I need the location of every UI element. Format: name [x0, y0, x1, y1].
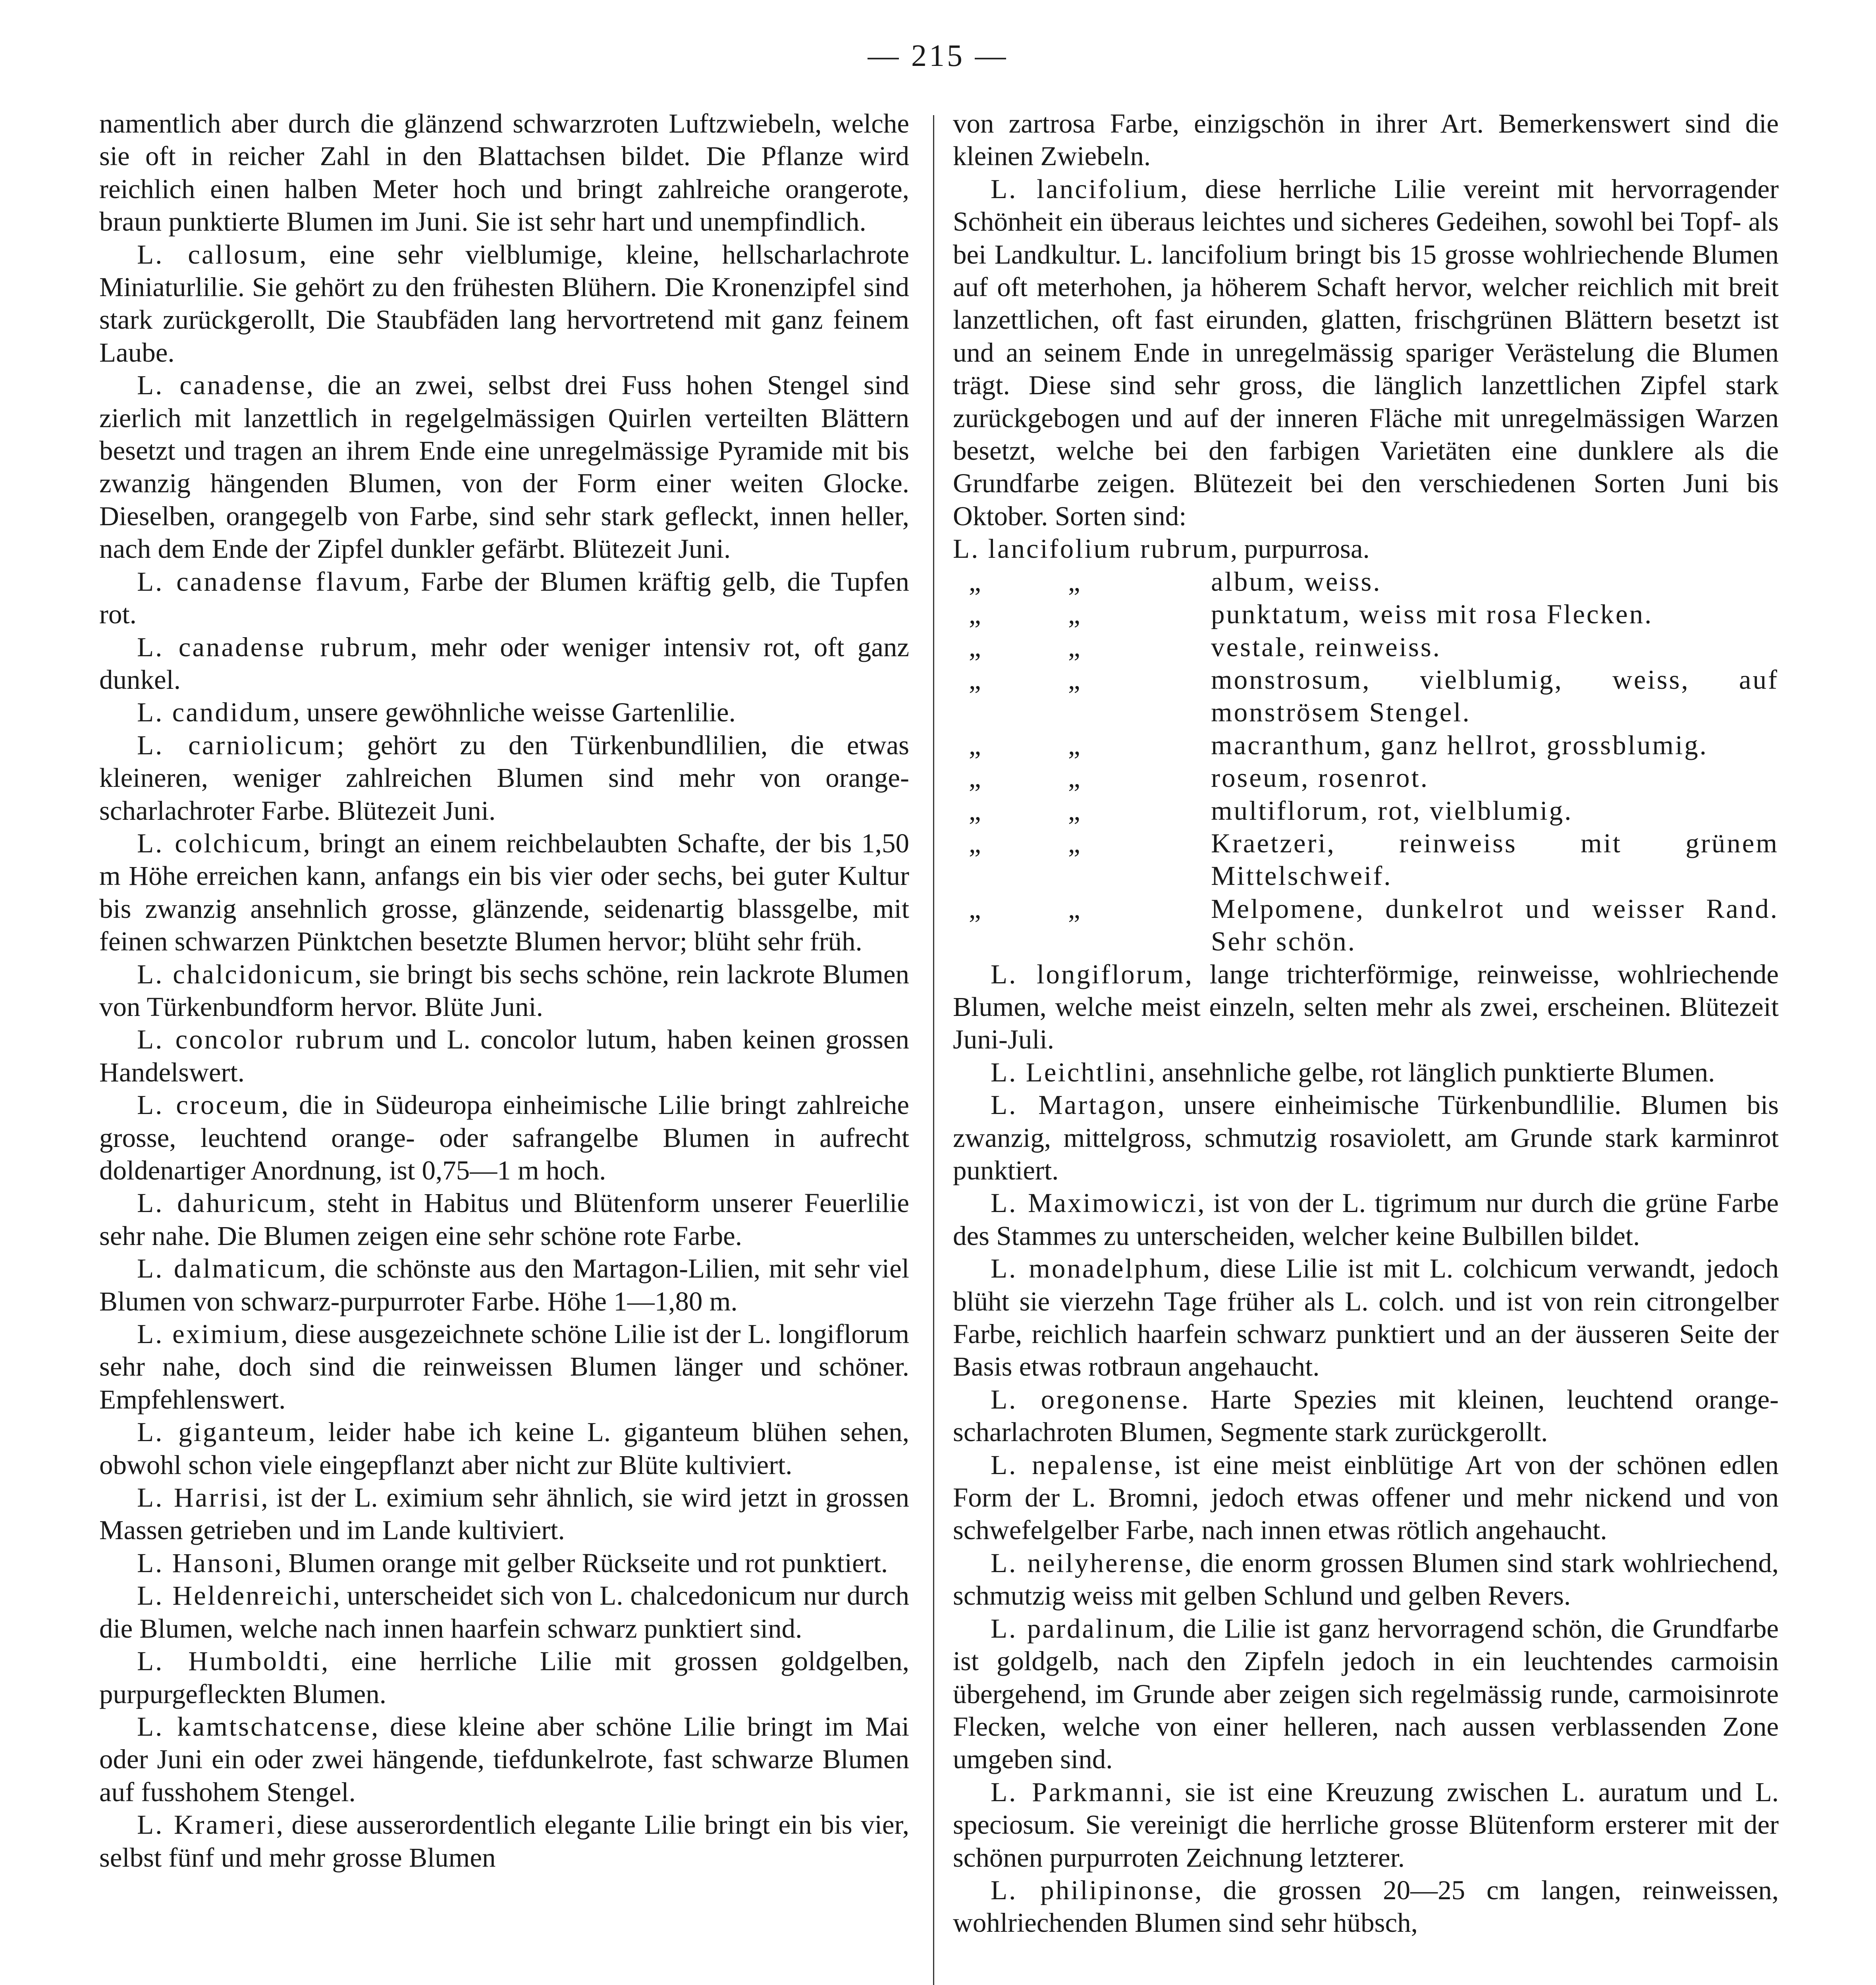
species-name: L. dalmaticum	[137, 1253, 319, 1284]
variety-item	[953, 827, 1779, 892]
species-name: L. Hansoni	[137, 1548, 275, 1578]
ditto-mark: „	[1068, 730, 1080, 760]
entry-text: , die schönste aus den Martagon-Lilien, mit sehr viel Blumen von schwarz-purpurroter Farbe. Höhe 1—1,80 m.	[99, 1253, 909, 1316]
entry-text: , unterscheidet sich von L. chalcedonicum nur durch die Blumen, welche nach innen haarfein schwarz punktiert sind.	[99, 1580, 910, 1644]
entry-text: , mehr oder weniger intensiv rot, oft ganz dunkel.	[99, 632, 909, 695]
lily-entry	[99, 1416, 909, 1481]
entry-text: und L. concolor lutum, haben keinen grossen Handelswert.	[99, 1024, 909, 1087]
species-name: L. monadelphum	[991, 1253, 1203, 1284]
entry-text: , diese herrliche Lilie vereint mit hervorragender Schönheit ein überaus leichtes und sicheres Gedeihen, sowohl bei Topf- als bei Landkultur. L. lancifolium bringt bis 15 grosse wohlriechende Blumen auf oft meterhohen, ja höherem Schaft hervor, welcher reichlich mit breit lanzettlichen, oft fast eirunden, glatten, frischgrünen Blättern besetzt ist und an seinem Ende in unregelmässig spariger Verästelung die Blumen trägt. Diese sind sehr gross, die länglich lanzettlichen Zipfel stark zurückgebogen und auf der inneren Fläche mit unregelmässigen Warzen besetzt, welche bei den farbigen Varietäten eine dunklere als die Grundfarbe zeigen. Blütezeit bei den verschiedenen Sorten Juni bis Oktober. Sorten sind:	[953, 173, 1779, 531]
lily-entry	[953, 1187, 1779, 1252]
species-name: L. Leichtlini	[991, 1057, 1148, 1087]
lily-entry	[99, 1089, 909, 1187]
lily-entry	[99, 1252, 909, 1318]
lily-entry	[953, 1612, 1779, 1776]
species-name: L. canadense flavum	[137, 566, 403, 597]
lily-entry	[953, 1056, 1779, 1089]
ditto-mark: „	[969, 763, 981, 793]
lily-entry	[953, 1449, 1779, 1547]
variety-description: vestale, reinweiss.	[1211, 632, 1441, 662]
ditto-mark: „	[969, 664, 981, 695]
entry-text: , unsere einheimische Türkenbundlilie. Blumen bis zwanzig, mittelgross, schmutzig rosaviolett, am Grunde stark karminrot punktiert.	[953, 1090, 1779, 1185]
variety-item	[953, 598, 1779, 630]
species-name: L. giganteum	[137, 1417, 308, 1447]
variety-item	[953, 631, 1779, 663]
species-name: L. colchicum	[137, 828, 303, 858]
entry-text: , lange trichterförmige, reinweisse, wohlriechende Blumen, welche meist einzeln, selten mehr als zwei, erscheinen. Blütezeit Juni-Juli.	[953, 959, 1779, 1055]
variety-item	[953, 565, 1779, 598]
entry-text: von zartrosa Farbe, einzigschön in ihrer Art. Bemerkenswert sind die kleinen Zwiebeln.	[953, 108, 1779, 172]
variety-description: album, weiss.	[1211, 566, 1382, 597]
entry-text: . Harte Spezies mit kleinen, leuchtend orange-scharlachroten Blumen, Segmente stark zurückgerollt.	[953, 1384, 1779, 1447]
lily-entry	[953, 532, 1779, 565]
entry-text: , die an zwei, selbst drei Fuss hohen Stengel sind zierlich mit lanzettlich in regelgelmässigen Quirlen verteilten Blättern besetzt und tragen an ihrem Ende eine unregelmässige Pyramide mit bis zwanzig hängenden Blumen, von der Form einer weiten Glocke. Dieselben, orangegelb von Farbe, sind sehr stark gefleckt, innen heller, nach dem Ende der Zipfel dunkler gefärbt. Blütezeit Juni.	[99, 370, 909, 564]
species-name: L. chalcidonicum	[137, 959, 355, 989]
entry-text: , diese kleine aber schöne Lilie bringt im Mai oder Juni ein oder zwei hängende, tiefdunkelrote, fast schwarze Blumen auf fusshohem Stengel.	[99, 1711, 909, 1807]
entry-text: ; gehört zu den Türkenbundlilien, die etwas kleineren, weniger zahlreichen Blumen sind mehr von orange-scharlachroter Farbe. Blütezeit Juni.	[99, 730, 910, 826]
variety-description: punktatum, weiss mit rosa Flecken.	[1211, 599, 1653, 630]
ditto-marks	[953, 565, 1211, 598]
ditto-mark: „	[1068, 828, 1080, 858]
lily-entry	[99, 565, 909, 631]
ditto-marks	[953, 892, 1211, 925]
ditto-mark: „	[969, 599, 981, 630]
entry-text: namentlich aber durch die glänzend schwarzroten Luftzwiebeln, welche sie oft in reicher Zahl in den Blattachsen bildet. Die Pflanze wird reichlich einen halben Meter hoch und bringt zahlreiche orangerote, braun punktierte Blumen im Juni. Sie ist sehr hart und unempfindlich.	[99, 108, 909, 237]
entry-text: , bringt an einem reichbelaubten Schafte, der bis 1,50 m Höhe erreichen kann, anfangs ein bis vier oder sechs, bei guter Kultur bis zwanzig ansehnlich grosse, glänzende, seidenartig blassgelbe, mit feinen schwarzen Pünktchen besetzte Blumen hervor; blüht sehr früh.	[99, 828, 909, 957]
species-name: L. nepalense	[991, 1449, 1155, 1480]
lily-entry	[99, 631, 909, 696]
variety-item	[953, 761, 1779, 794]
lily-entry	[953, 1874, 1779, 1939]
entry-text: , ansehnliche gelbe, rot länglich punktierte Blumen.	[1148, 1057, 1715, 1087]
lily-entry	[953, 1089, 1779, 1187]
lily-entry	[99, 1318, 909, 1416]
ditto-marks	[953, 794, 1211, 827]
ditto-mark: „	[1068, 599, 1080, 630]
entry-text: , diese ausserordentlich elegante Lilie bringt ein bis vier, selbst fünf und mehr grosse Blumen	[99, 1810, 909, 1873]
variety-item	[953, 729, 1779, 761]
entry-text: , sie bringt bis sechs schöne, rein lackrote Blumen von Türkenbundform hervor. Blüte Juni.	[99, 959, 909, 1022]
entry-text: , eine sehr vielblumige, kleine, hellscharlachrote Miniaturlilie. Sie gehört zu den frühesten Blühern. Die Kronenzipfel sind stark zurückgerollt, Die Staubfäden lang hervortretend mit ganz feinem Laube.	[99, 239, 909, 368]
ditto-marks	[953, 631, 1211, 663]
lily-entry	[953, 1776, 1779, 1874]
species-name: L. Harrisi	[137, 1482, 261, 1513]
lily-entry	[99, 958, 909, 1023]
variety-description: Kraetzeri, reinweiss mit grünem Mittelschweif.	[1211, 828, 1779, 891]
entry-text: , die grossen 20—25 cm langen, reinweissen, wohlriechenden Blumen sind sehr hübsch,	[953, 1875, 1779, 1938]
species-name: L. Krameri	[137, 1810, 276, 1840]
species-name: L. Martagon	[991, 1090, 1158, 1120]
entry-text: , unsere gewöhnliche weisse Gartenlilie.	[293, 697, 736, 728]
ditto-mark: „	[969, 795, 981, 826]
species-name: L. philipinonse	[991, 1875, 1195, 1905]
ditto-marks	[953, 663, 1211, 696]
entry-text: , leider habe ich keine L. giganteum blühen sehen, obwohl schon viele eingepflanzt aber nicht zur Blüte kultiviert.	[99, 1417, 909, 1480]
ditto-marks	[953, 598, 1211, 630]
lily-entry	[953, 1383, 1779, 1449]
species-name: L. pardalinum	[991, 1613, 1168, 1644]
ditto-mark: „	[1068, 632, 1080, 662]
entry-text: , sie ist eine Kreuzung zwischen L. auratum und L. speciosum. Sie vereinigt die herrliche grosse Blütenform ersterer mit der schönen purpurroten Zeichnung letzterer.	[953, 1777, 1779, 1873]
entry-text: , diese ausgezeichnete schöne Lilie ist der L. longiflorum sehr nahe, doch sind die reinweissen Blumen länger und schöner. Empfehlenswert.	[99, 1319, 909, 1415]
species-name: L. oregonense	[991, 1384, 1182, 1415]
lily-entry	[953, 1547, 1779, 1612]
species-name: L. dahuricum	[137, 1188, 309, 1218]
lily-entry	[99, 827, 909, 958]
variety-item	[953, 663, 1779, 729]
ditto-mark: „	[969, 566, 981, 597]
variety-description: macranthum, ganz hellrot, grossblumig.	[1211, 730, 1708, 760]
ditto-mark: „	[969, 828, 981, 858]
entry-text: , die in Südeuropa einheimische Lilie bringt zahlreiche grosse, leuchtend orange- oder safrangelbe Blumen in aufrecht doldenartiger Anordnung, ist 0,75—1 m hoch.	[99, 1090, 909, 1185]
entry-text: , ist eine meist einblütige Art von der schönen edlen Form der L. Bromni, jedoch etwas offener und mehr nickend und von schwefelgelber Farbe, nach innen etwas rötlich angehaucht.	[953, 1449, 1779, 1546]
species-name: L. callosum	[137, 239, 300, 270]
species-name: L. Heldenreichi	[137, 1580, 333, 1611]
lily-entry	[99, 1710, 909, 1808]
species-name: L. longiflorum	[991, 959, 1185, 989]
entry-text: , die Lilie ist ganz hervorragend schön, die Grundfarbe ist goldgelb, nach den Zipfeln jedoch in ein leuchtendes carmoisin übergehend, im Grunde aber zeigen sich regelmässig runde, carmoisinrote Flecken, welche von einer helleren, nach aussen verblassenden Zone umgeben sind.	[953, 1613, 1779, 1775]
lily-entry	[953, 1252, 1779, 1383]
species-name: L. kamtschatcense	[137, 1711, 372, 1742]
ditto-mark: „	[969, 632, 981, 662]
entry-text: , Farbe der Blumen kräftig gelb, die Tupfen rot.	[99, 566, 909, 630]
ditto-mark: „	[969, 893, 981, 924]
entry-text: , steht in Habitus und Blütenform unserer Feuerlilie sehr nahe. Die Blumen zeigen eine sehr schöne rote Farbe.	[99, 1188, 909, 1251]
ditto-mark: „	[1068, 763, 1080, 793]
lily-entry	[99, 1579, 909, 1645]
lily-entry	[99, 1481, 909, 1547]
lily-entry	[99, 369, 909, 565]
species-name: L. Parkmanni	[991, 1777, 1165, 1807]
entry-text: , ist von der L. tigrimum nur durch die grüne Farbe des Stammes zu unterscheiden, welcher keine Bulbillen bildet.	[953, 1188, 1779, 1251]
species-name: L. neilyherense	[991, 1548, 1185, 1578]
entry-text: , diese Lilie ist mit L. colchicum verwandt, jedoch blüht sie vierzehn Tage früher als L. colch. und ist von rein citrongelber Farbe, reichlich haarfein schwarz punktiert und an der äusseren Seite der Basis etwas rotbraun angehaucht.	[953, 1253, 1779, 1382]
species-name: L. Humboldti	[137, 1646, 322, 1677]
lily-entry	[99, 729, 909, 827]
variety-item	[953, 892, 1779, 958]
species-name: L. lancifolium	[991, 173, 1181, 204]
ditto-mark: „	[1068, 795, 1080, 826]
lily-entry	[99, 238, 909, 369]
species-name: L. Maximowiczi	[991, 1188, 1198, 1218]
lily-entry	[953, 107, 1779, 173]
species-name: L. candidum	[137, 697, 293, 728]
page-number: — 215 —	[868, 38, 1008, 73]
species-name: L. carniolicum	[137, 730, 337, 760]
lily-entry	[99, 107, 909, 238]
species-name: L. concolor rubrum	[137, 1024, 386, 1055]
left-column	[99, 107, 909, 1874]
ditto-marks	[953, 729, 1211, 761]
lily-entry	[99, 1547, 909, 1579]
variety-description: multiflorum, rot, vielblumig.	[1211, 795, 1573, 826]
lily-entry	[953, 958, 1779, 1056]
column-divider	[933, 115, 934, 1985]
lily-entry	[953, 173, 1779, 532]
entry-text: , Blumen orange mit gelber Rückseite und rot punktiert.	[274, 1548, 888, 1578]
species-name: L. canadense rubrum	[137, 632, 411, 662]
species-name: L. croceum	[137, 1090, 281, 1120]
entry-text: , purpurrosa.	[1230, 534, 1370, 564]
species-name: L. canadense	[137, 370, 307, 401]
entry-text: , eine herrliche Lilie mit grossen goldgelben, purpurgefleckten Blumen.	[99, 1646, 909, 1709]
entry-text: , die enorm grossen Blumen sind stark wohlriechend, schmutzig weiss mit gelben Schlund und gelben Revers.	[953, 1548, 1779, 1611]
variety-list	[953, 565, 1779, 958]
variety-description: roseum, rosenrot.	[1211, 763, 1429, 793]
ditto-mark: „	[1068, 566, 1080, 597]
variety-description: Melpomene, dunkelrot und weisser Rand. Sehr schön.	[1211, 893, 1779, 957]
variety-description: monstrosum, vielblumig, weiss, auf monströsem Stengel.	[1211, 664, 1779, 728]
ditto-mark: „	[1068, 893, 1080, 924]
species-name: L. lancifolium rubrum	[953, 534, 1231, 564]
lily-entry	[99, 1023, 909, 1089]
ditto-mark: „	[1068, 664, 1080, 695]
ditto-mark: „	[969, 730, 981, 760]
species-name: L. eximium	[137, 1319, 281, 1349]
ditto-marks	[953, 761, 1211, 794]
entry-text: , ist der L. eximium sehr ähnlich, sie wird jetzt in grossen Massen getrieben und im Lande kultiviert.	[99, 1482, 909, 1546]
lily-entry	[99, 1645, 909, 1710]
ditto-marks	[953, 827, 1211, 860]
lily-entry	[99, 696, 909, 728]
lily-entry	[99, 1187, 909, 1252]
variety-item	[953, 794, 1779, 827]
right-column	[953, 107, 1779, 1939]
lily-entry	[99, 1808, 909, 1874]
